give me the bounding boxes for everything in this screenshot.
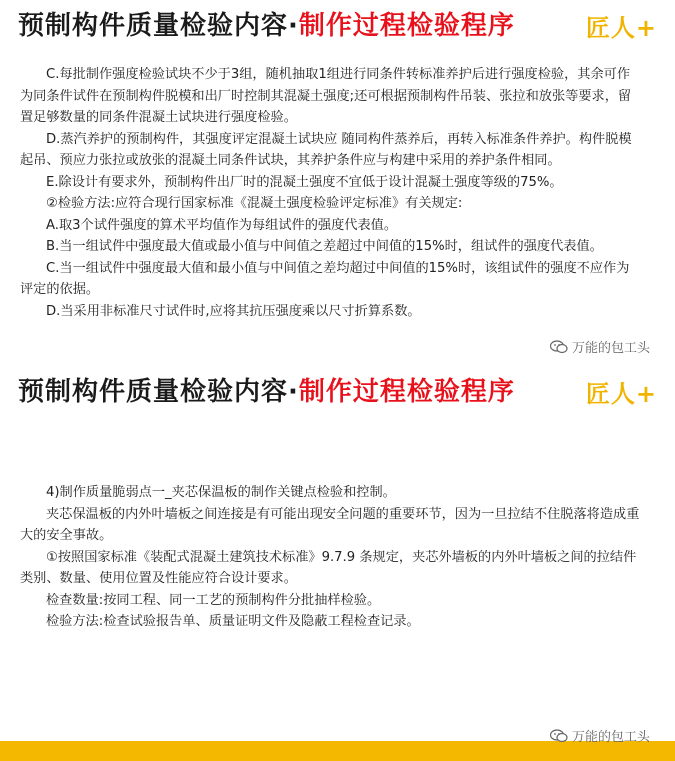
paragraph: B.当一组试件中强度最大值或最小值与中间值之差超过中间值的15%时，组试件的强度代表值。 <box>46 239 603 254</box>
slide-title <box>18 372 515 412</box>
paragraph: C.当一组试件中强度最大值和最小值与中间值之差均超过中间值的15%时，该组试件的强度不应作为评定的依据。 <box>20 260 630 297</box>
title-part-red: 制作过程检验程序 <box>298 377 515 407</box>
watermark-text: 万能的包工头 <box>571 730 650 745</box>
slide-2 <box>0 352 675 761</box>
title-part-black: 预制构件质量检验内容· <box>18 11 299 41</box>
paragraph: ①按照国家标准《装配式混凝土建筑技术标准》9.7.9 条规定，夹芯外墙板的内外叶墙板之间的拉结件类别、数量、使用位置及性能应符合设计要求。 <box>20 549 637 586</box>
paragraph: 4)制作质量脆弱点一_夹芯保温板的制作关键点检验和控制。 <box>46 485 396 500</box>
paragraph: C.每批制作强度检验试块不少于3组，随机抽取1组进行同条件转标准养护后进行强度检验，其余可作为同条件试件在预制构件脱模和出厂时控制其混凝土强度;还可根据预制构件吊装、张拉和放张等要求，留置足够数量的同条件混凝土试块进行强度检验。 <box>20 67 632 125</box>
paragraph: 夹芯保温板的内外叶墙板之间连接是有可能出现安全问题的重要环节，因为一旦拉结不住脱落将造成重大的安全事故。 <box>20 506 640 543</box>
wechat-icon <box>550 729 568 743</box>
wechat-icon <box>550 340 568 354</box>
paragraph: D.当采用非标准尺寸试件时,应将其抗压强度乘以尺寸折算系数。 <box>46 303 421 319</box>
paragraph: 检查数量:按同工程、同一工艺的预制构件分批抽样检验。 <box>46 592 381 608</box>
paragraph: ②检验方法:应符合现行国家标准《混凝土强度检验评定标准》有关规定: <box>46 196 463 211</box>
paragraph: A.取3个试件强度的算术平均值作为每组试件的强度代表值。 <box>46 217 398 233</box>
slide-body <box>20 482 640 633</box>
paragraph: D.蒸汽养护的预制构件，其强度评定混凝土试块应 随同构件蒸养后，再转入标准条件养护。构件脱模起吊、预应力张拉或放张的混凝土同条件试块，其养护条件应与构建中采用的养护条件相同。 <box>20 131 632 168</box>
paragraph: 检验方法:检查试验报告单、质量证明文件及隐蔽工程检查记录。 <box>46 614 420 629</box>
title-part-red: 制作过程检验程序 <box>298 11 515 41</box>
brand-logo: 匠人+ <box>585 14 657 42</box>
paragraph: E.除设计有要求外，预制构件出厂时的混凝土强度不宜低于设计混凝土强度等级的75%。 <box>46 174 563 190</box>
slide-1 <box>0 0 675 352</box>
watermark <box>550 726 650 745</box>
title-part-black: 预制构件质量检验内容· <box>18 377 299 407</box>
slide-body <box>20 64 640 322</box>
watermark <box>550 337 650 356</box>
watermark-text: 万能的包工头 <box>571 341 650 356</box>
brand-logo: 匠人+ <box>585 380 657 408</box>
slide-title <box>18 6 515 46</box>
